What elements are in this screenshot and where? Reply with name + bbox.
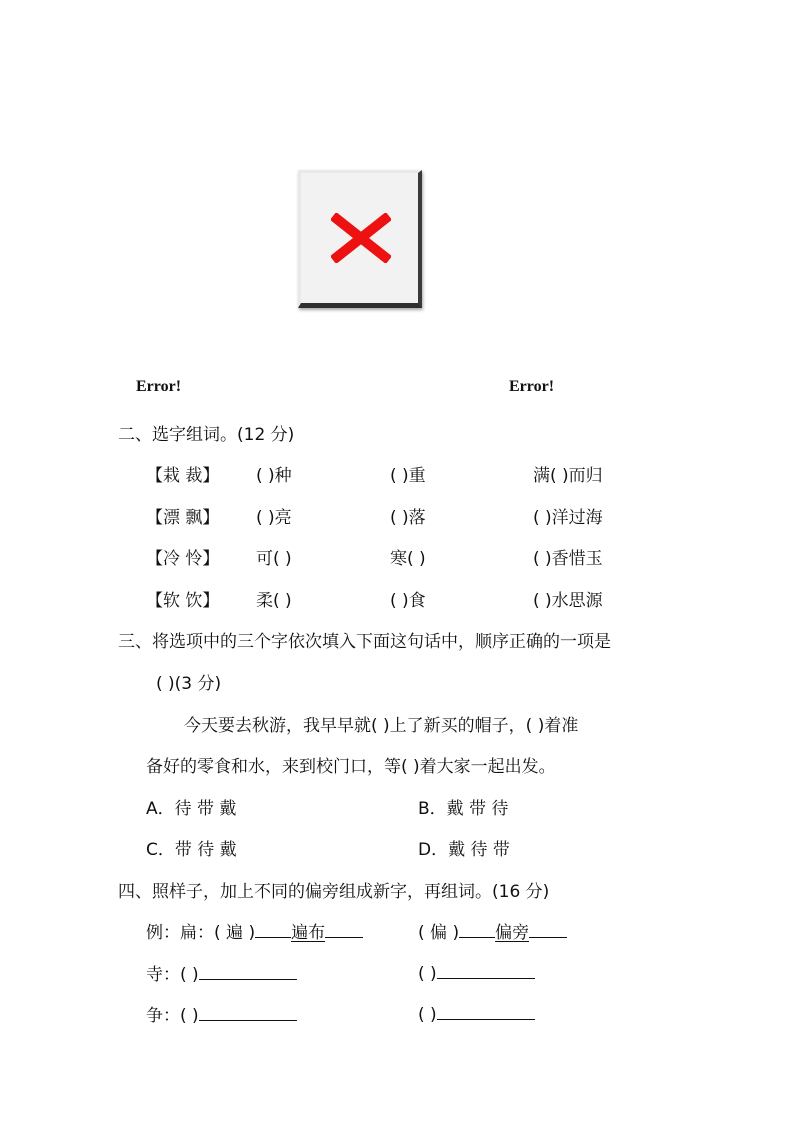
section-4-example-right: [418, 918, 567, 943]
section-2-row-1-item-3: 满( )而归: [533, 466, 603, 486]
row-2-right-prefix: ( ): [418, 1005, 437, 1025]
section-3-option-c: C．带 待 戴: [146, 840, 237, 860]
section-4-row-2-left: [146, 1001, 297, 1026]
section-4-row-2-right: [418, 1001, 535, 1025]
section-2-row-4-item-2: ( )食: [390, 591, 426, 611]
section-3-title: 三、将选项中的三个字依次填入下面这句话中，顺序正确的一项是: [118, 632, 611, 652]
section-2-row-1-item-1: ( )种: [256, 466, 292, 486]
row-2-left-prefix: 争：( ): [146, 1006, 199, 1026]
section-2-title: 二、选字组词。(12 分): [118, 425, 295, 445]
example-word-1: 遍布: [291, 923, 326, 943]
section-2-row-3-item-1: 可( ): [256, 549, 292, 569]
section-3-paragraph-line-1: 今天要去秋游，我早早就( )上了新买的帽子，( )着准: [184, 716, 579, 736]
broken-image-placeholder: [298, 170, 422, 308]
row-2-right-answer-line[interactable]: [437, 1001, 535, 1020]
example-blank-1: [255, 919, 291, 938]
section-2-row-2-item-1: ( )亮: [256, 508, 292, 528]
example-blank-2: [325, 919, 363, 938]
example-prefix: 例：扁：( 遍 ): [146, 923, 256, 943]
section-2-row-4-item-1: 柔( ): [256, 591, 292, 611]
row-1-left-prefix: 寺：( ): [146, 965, 199, 985]
section-2-row-4-item-3: ( )水思源: [533, 591, 603, 611]
section-3-option-b: B．戴 带 待: [418, 799, 509, 819]
row-1-right-prefix: ( ): [418, 964, 437, 984]
section-2-row-1-item-2: ( )重: [390, 466, 426, 486]
example-blank-4: [529, 919, 567, 938]
section-4-row-1-left: [146, 960, 297, 985]
section-2-row-2-item-3: ( )洋过海: [533, 508, 603, 528]
section-2-row-1-label: 【栽 裁】: [146, 466, 220, 486]
row-2-left-answer-line[interactable]: [199, 1002, 297, 1021]
section-4-title: 四、照样子，加上不同的偏旁组成新字，再组词。(16 分): [118, 882, 550, 902]
section-2-row-3-item-2: 寒( ): [390, 549, 426, 569]
row-1-left-answer-line[interactable]: [199, 961, 297, 980]
section-2-row-2-label: 【漂 飘】: [146, 508, 220, 528]
section-2-row-4-label: 【软 饮】: [146, 591, 220, 611]
section-2-row-3-label: 【冷 怜】: [146, 549, 220, 569]
example-blank-3: [459, 919, 495, 938]
broken-image-icon: [331, 213, 391, 263]
section-2-row-2-item-2: ( )落: [390, 508, 426, 528]
section-3-title-answer: ( )(3 分): [156, 674, 222, 694]
section-4-row-1-right: [418, 960, 535, 984]
error-text-right: Error!: [509, 378, 555, 395]
example-word-2: 偏旁: [495, 923, 530, 943]
section-4-example-left: [146, 918, 363, 943]
example-mid: ( 偏 ): [418, 923, 460, 943]
section-3-option-d: D．戴 待 带: [418, 840, 510, 860]
row-1-right-answer-line[interactable]: [437, 960, 535, 979]
error-text-left: Error!: [136, 378, 182, 395]
section-3-option-a: A．待 带 戴: [146, 799, 237, 819]
section-2-row-3-item-3: ( )香惜玉: [533, 549, 603, 569]
section-3-paragraph-line-2: 备好的零食和水，来到校门口，等( )着大家一起出发。: [146, 757, 556, 777]
